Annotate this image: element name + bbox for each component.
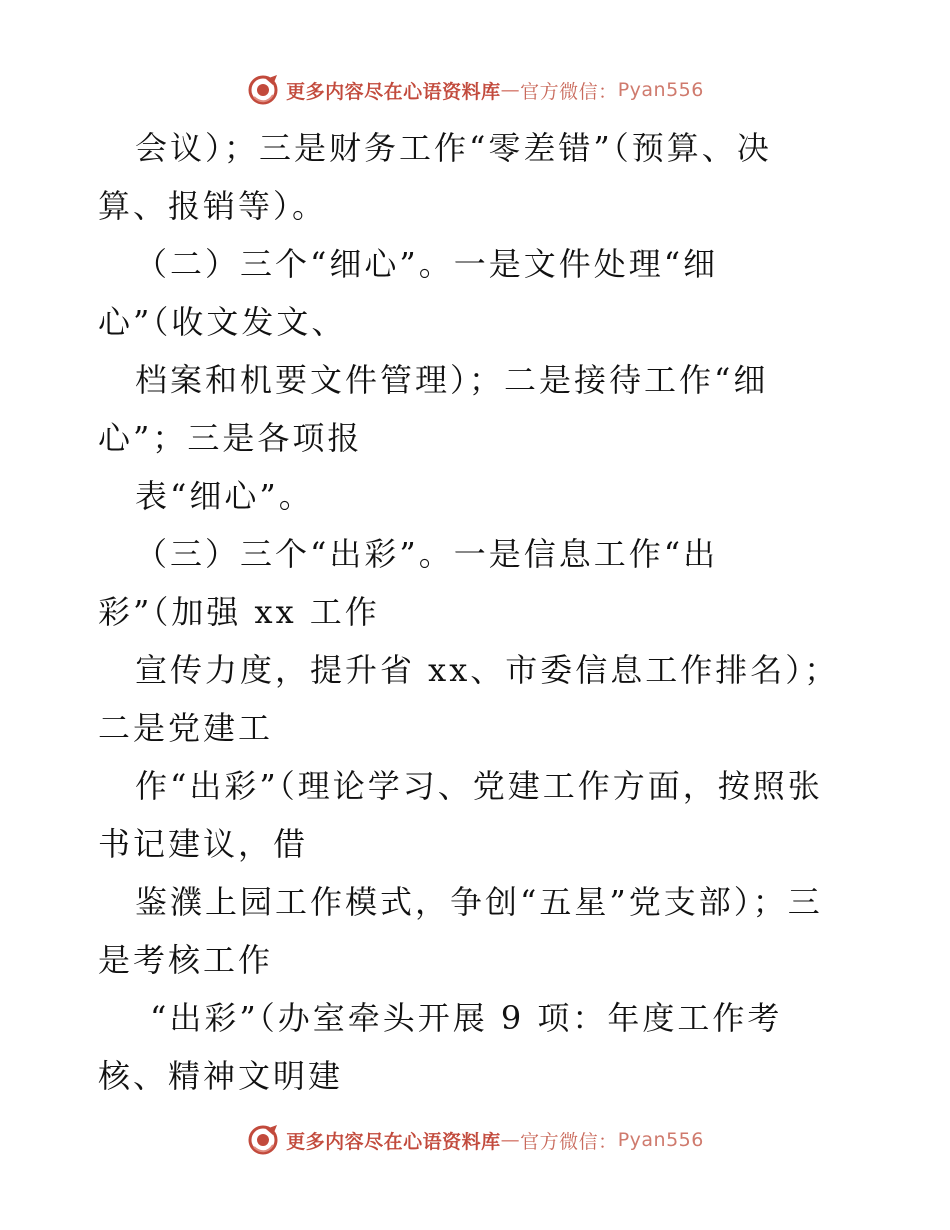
body-line: 书记建议，借 xyxy=(98,825,309,863)
body-line: 二是党建工 xyxy=(98,709,274,747)
watermark-site-name: 更多内容尽在心语资料库 xyxy=(286,1130,501,1153)
body-line: 鉴濮上园工作模式，争创“五星”党支部）；三 xyxy=(135,883,823,921)
body-line: 核、精神文明建 xyxy=(98,1057,344,1095)
watermark-site-name: 更多内容尽在心语资料库 xyxy=(286,80,501,103)
watermark-wechat-id: Pyan556 xyxy=(617,1129,704,1151)
watermark-dash: — xyxy=(500,79,521,101)
body-line: 彩”（加强 xx 工作 xyxy=(98,593,380,631)
body-line: 档案和机要文件管理）；二是接待工作“细 xyxy=(135,361,769,399)
watermark-dash: — xyxy=(500,1129,521,1151)
body-line: 表“细心”。 xyxy=(135,477,314,515)
body-line: 作“出彩”（理论学习、党建工作方面，按照张 xyxy=(135,767,823,805)
logo-icon xyxy=(246,1123,280,1157)
watermark-wechat-label: 官方微信： xyxy=(520,80,618,103)
body-line: “出彩”（办室牵头开展 9 项：年度工作考 xyxy=(150,999,783,1037)
body-line: 是考核工作 xyxy=(98,941,274,979)
body-line: 心”；三是各项报 xyxy=(98,419,363,457)
header-watermark xyxy=(0,70,950,110)
body-line: 心”（收文发文、 xyxy=(98,303,347,341)
watermark-wechat-id: Pyan556 xyxy=(617,79,704,101)
watermark-wechat-label: 官方微信： xyxy=(520,1130,618,1153)
body-line: 宣传力度，提升省 xx、市委信息工作排名）； xyxy=(135,651,840,689)
logo-icon xyxy=(246,73,280,107)
body-line: 会议）；三是财务工作“零差错”（预算、决 xyxy=(135,129,772,167)
body-line: 算、报销等）。 xyxy=(98,187,328,225)
body-line: （三）三个“出彩”。一是信息工作“出 xyxy=(135,535,719,573)
footer-watermark xyxy=(0,1120,950,1160)
body-line: （二）三个“细心”。一是文件处理“细 xyxy=(135,245,719,283)
